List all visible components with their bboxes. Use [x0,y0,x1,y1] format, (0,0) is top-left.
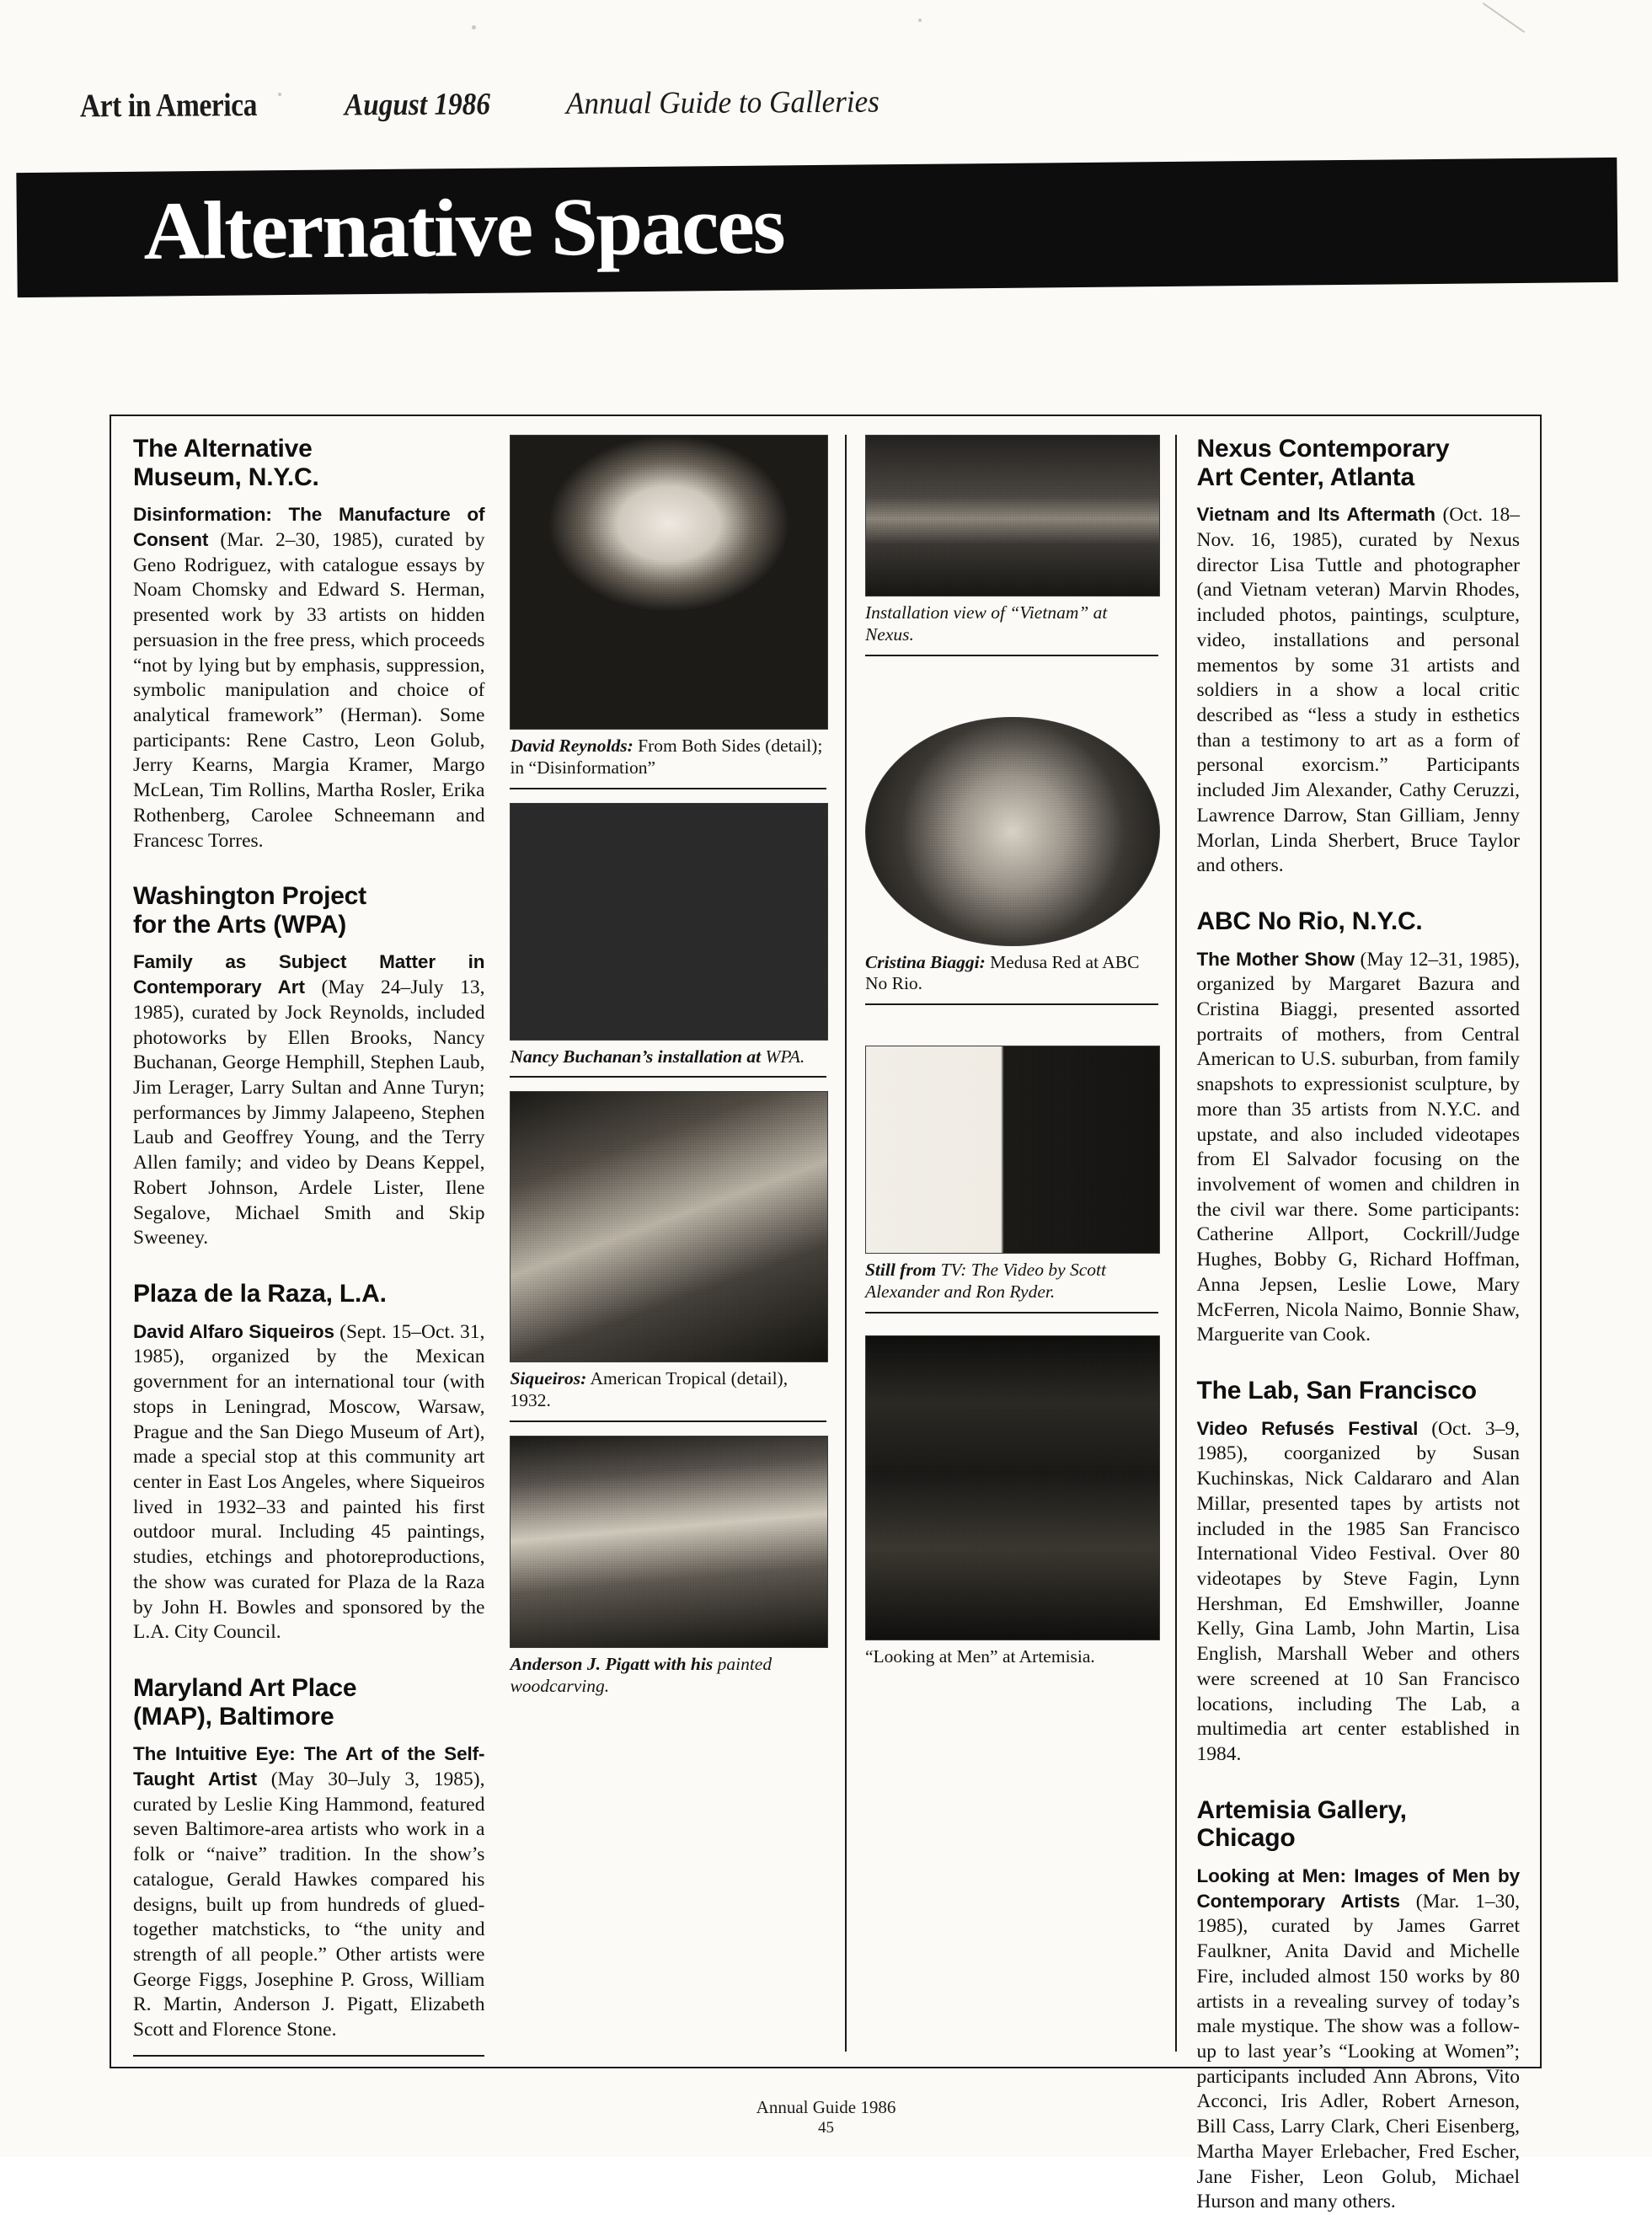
section-heading-maryland-art-place: Maryland Art Place (MAP), Baltimore [133,1674,357,1731]
entry-body: (Mar. 1–30, 1985), curated by James Garret Faulkner, Anita David and Michelle Fire, included almost 150 works by 80 artists in a revealing survey of today’s male mystique. The show was a follow-up to last year’s “Looking at Women”; participants included Ann Abrons, Vito Acconci, Iris Adler, Robert Arneson, Bill Cass, Larry Clark, Cheri Eisenberg, Martha Mayer Erlebacher, Fred Escher, Jane Fisher, Leon Golub, Michael Hurson and many others. [1196,1890,1520,2213]
section-heading-alternative-museum: The Alternative Museum, N.Y.C. [133,435,319,491]
caption-text: American Tropical (detail), 1932. [510,1368,789,1411]
caption-artist: David Reynolds: [510,736,634,756]
caption-rule [510,788,826,789]
photo-still-from-tv-the-video [865,1046,1160,1254]
column-end-rule [133,2055,484,2057]
entry-title: The Intuitive Eye: The Art of the Self-Taught Artist [133,1743,485,1790]
column-right-text [1177,435,1521,2213]
section-heading-plaza-de-la-raza: Plaza de la Raza, L.A. [133,1280,387,1308]
caption-artist: Nancy Buchanan’s installation at [510,1046,762,1067]
entry-title: Family as Subject Matter in Contemporary Art [133,951,485,998]
entry-mother-show [1197,948,1521,1349]
entry-title: Video Refusés Festival [1196,1417,1419,1439]
entry-vietnam-and-its-aftermath [1197,503,1521,879]
caption-text: “Looking at Men” at Artemisia. [864,1645,1095,1667]
caption [865,602,1158,646]
section-heading-nexus: Nexus Contemporary Art Center, Atlanta [1196,435,1450,491]
footer-guide-label: Annual Guide 1986 [756,2097,896,2117]
section-heading-wpa: Washington Project for the Arts (WPA) [133,882,366,939]
photo-medusa-red [865,717,1160,946]
entry-title: David Alfaro Siqueiros [133,1320,334,1342]
scan-speck [1483,3,1525,33]
entry-intuitive-eye [133,1742,484,2043]
column-center-left-figures [510,435,847,2052]
scan-speck [918,19,922,22]
caption-text: TV: The Video by Scott Alexander and Ron Ryder. [864,1260,1107,1302]
caption [510,1368,826,1412]
photo-looking-at-men-artemisia [865,1335,1160,1640]
entry-siqueiros [133,1320,484,1645]
caption [865,1646,1158,1668]
section-title: Alternative Spaces [142,179,784,277]
section-heading-artemisia: Artemisia Gallery, Chicago [1196,1795,1407,1853]
photo-david-reynolds-from-both-sides [510,435,828,730]
caption-text-2: Nexus. [864,623,914,645]
caption-artist: Anderson J. Pigatt with his [510,1653,714,1674]
entry-body: (Oct. 18–Nov. 16, 1985), curated by Nexus director Lisa Tuttle and photographer (and Vietnam veteran) Marvin Rhodes, included photos, paintings, sculpture, video, installations and personal mementos by some 31 artists and soldiers in a show a local critic described as “less a study in esthetics than a testimony to art as a form of personal exorcism.” Participants included Jim Alexander, Cathy Ceruzzi, Lawrence Darrow, Stan Gilliam, Jenny Morlan, Linda Sherbert, Bruce Taylor and others. [1196,504,1520,877]
entry-body: (Sept. 15–Oct. 31, 1985), organized by the Mexican government for an international tour (with stops in Leningrad, Moscow, Warsaw, Prague and the San Diego Museum of Art), made a special stop at this community art center in East Los Angeles, where Siqueiros lived in 1932–33 and painted his first outdoor mural. Including 45 paintings, studies, etchings and photoreproductions, the show was curated for Plaza de la Raza by John H. Bowles and sponsored by the L.A. City Council. [133,1320,485,1644]
caption [865,1260,1158,1303]
entry-title: The Mother Show [1196,948,1355,970]
scan-speck [472,25,476,29]
photo-anderson-pigatt-woodcarving [510,1436,828,1648]
entry-body: (May 12–31, 1985), organized by Margaret Bazura and Cristina Biaggi, presented assorted portraits of mothers, from Central American to U.S. suburban, from family snapshots to expressionist sculpture, by more than 35 artists from N.Y.C. and upstate, and also included videotapes from El Salvador focusing on the involvement of women and children in the civil war there. Some participants: Catherine Allport, Cockrill/Judge Hughes, Bobby G, Richard Hoffman, Anna Jepsen, Leslie Lowe, Mary McFerren, Nicola Naimo, Bonnie Shaw, Marguerite van Cook. [1196,948,1520,1346]
figure-nancy-buchanan [510,803,826,1078]
publication-title: Art in America [79,87,258,125]
page-footer [0,2096,1652,2138]
figure-looking-at-men [865,1335,1158,1668]
entry-family-as-subject-matter [133,950,484,1251]
section-heading-abc-no-rio: ABC No Rio, N.Y.C. [1196,907,1423,935]
figure-cristina-biaggi [865,717,1158,1006]
caption-rule [865,1003,1158,1005]
column-left-text [133,435,510,2052]
figure-david-reynolds [510,435,826,789]
entry-body: (May 24–July 13, 1985), curated by Jock Reynolds, included photoworks by Ellen Brooks, Nancy Buchanan, George Hemphill, Stephen Laub, Jim Lerager, Larry Sultan and Anne Turyn; performances by Jimmy Jalapeeno, Stephen Laub and Geoffrey Young, and the Terry Allen family; and video by Deans Keppel, Robert Johnson, Ardele Lister, Ilene Segalove, Michael Smith and Skip Sweeney. [133,976,485,1249]
caption-rule [510,1420,826,1422]
caption-text: WPA. [761,1046,805,1067]
entry-title: Disinformation: The Manufacture of Consent [133,504,485,550]
caption [510,1046,826,1068]
caption-rule [865,1312,1158,1313]
caption [865,952,1158,996]
entry-body: (Oct. 3–9, 1985), coorganized by Susan Kuchinskas, Nick Caldararo and Alan Millar, presented tapes by artists not included in the 1985 San Francisco International Video Festival. Over 80 videotapes by Steve Fagin, Lynn Hershman, Ed Emshwiller, Joanne Kelly, Gina Lamb, John Martin, Lisa English, Marshall Weber and others were screened at 10 San Francisco locations, including The Lab, a multimedia art center established in 1984. [1196,1417,1520,1765]
caption-artist: Siqueiros: [510,1368,587,1389]
entry-looking-at-men [1197,1865,1521,2215]
entry-title: Vietnam and Its Aftermath [1196,504,1435,526]
issue-date: August 1986 [345,87,491,123]
page-number: 45 [818,2119,834,2137]
section-heading-the-lab: The Lab, San Francisco [1196,1377,1477,1405]
caption-text: Installation view of “Vietnam” at [864,602,1108,623]
figure-still-from-tv [865,1046,1158,1313]
caption-rule [865,655,1158,656]
photo-siqueiros-american-tropical [510,1091,828,1362]
caption-text: From Both Sides (detail); in “Disinformation” [510,736,823,778]
caption [510,736,826,779]
photo-nancy-buchanan-installation [510,803,828,1041]
caption-artist: Cristina Biaggi: [864,951,986,972]
entry-video-refuses-festival [1197,1417,1521,1768]
entry-title: Looking at Men: Images of Men by Contemporary Artists [1196,1865,1520,1912]
entry-body: (Mar. 2–30, 1985), curated by Geno Rodriguez, with catalogue essays by Noam Chomsky and Edward S. Herman, presented work by 33 artists on hidden persuasion in the free press, which proceeds “not by lying but by emphasis, suppression, symbolic manipulation and choice of analytical framework” (Herman). Some participants: Rene Castro, Leon Golub, Jerry Kearns, Margia Kramer, Margo McLean, Tim Rollins, Martha Rosler, Erika Rothenberg, Carolee Schneemann and Francesc Torres. [133,528,485,852]
figure-anderson-pigatt [510,1436,826,1698]
column-center-right-figures [847,435,1177,2052]
caption-artist: Still from [864,1260,937,1281]
caption-text: painted woodcarving. [510,1653,773,1696]
caption-text: Medusa Red at ABC No Rio. [864,951,1140,994]
entry-body: (May 30–July 3, 1985), curated by Leslie King Hammond, featured seven Baltimore-area artists who work in a folk or “naive” tradition. In the show’s catalogue, Gerald Hawkes compared his designs, built up from hundreds of glued-together matchsticks, to “the unity and strength of all people.” Other artists were George Figgs, Josephine P. Gross, William R. Martin, Anderson J. Pigatt, Elizabeth Scott and Florence Stone. [133,1768,485,2041]
masthead [80,82,1007,147]
caption-rule [510,1076,826,1078]
figure-vietnam-nexus [865,435,1158,656]
caption [510,1654,826,1698]
guide-subtitle: Annual Guide to Galleries [565,84,879,121]
photo-vietnam-installation-nexus [865,435,1160,597]
figure-siqueiros [510,1091,826,1422]
entry-disinformation [133,503,484,853]
